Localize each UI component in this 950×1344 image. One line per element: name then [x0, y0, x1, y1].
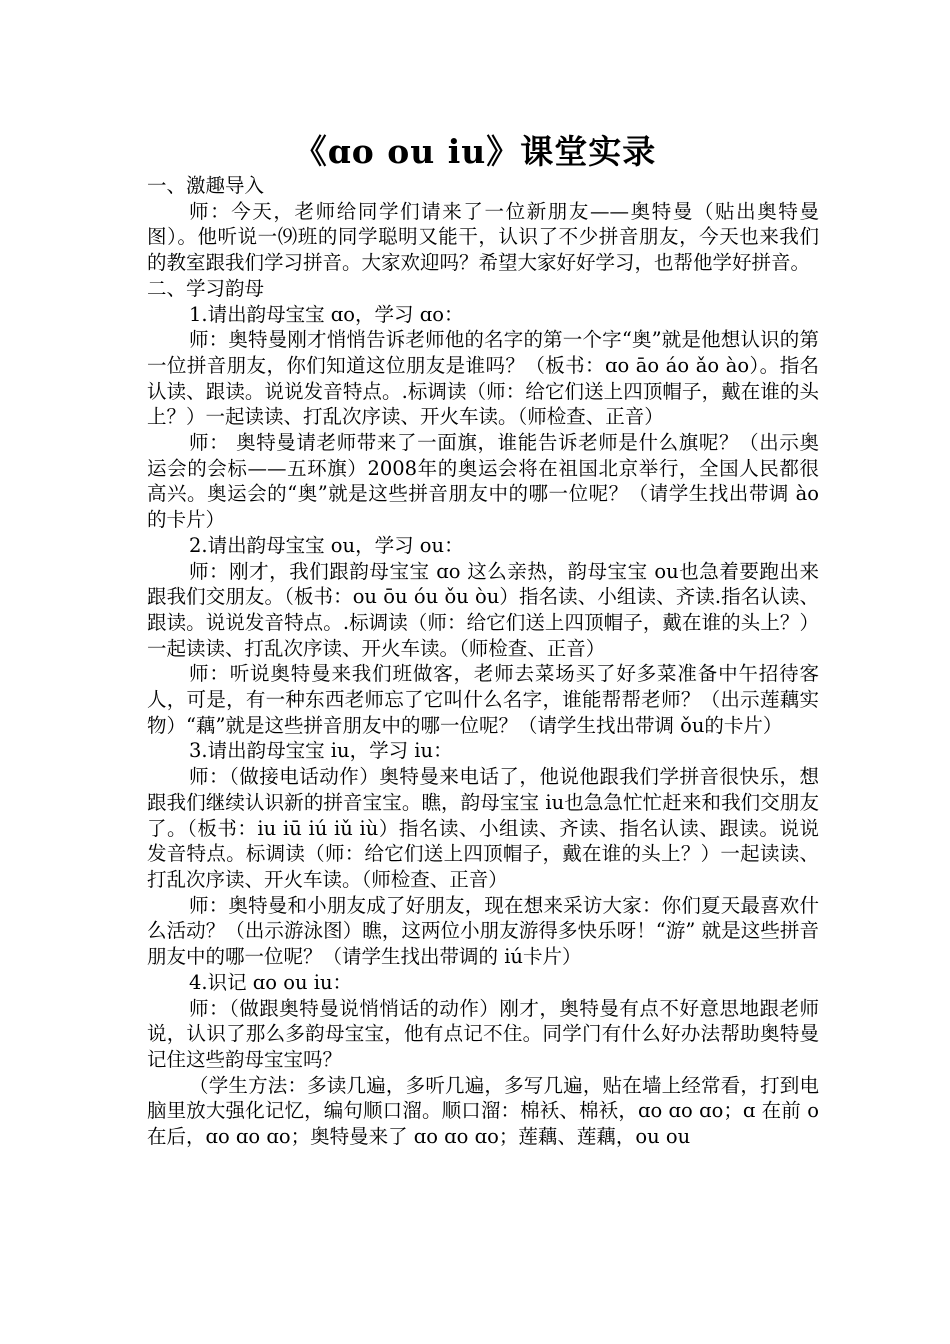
paragraph: 师：奥特曼和小朋友成了好朋友，现在想来采访大家：你们夏天最喜欢什么活动？（出示游泳图）瞧，这两位小朋友游得多快乐呀！“游” 就是这些拼音朋友中的哪一位呢？（请学生找出带调的 iú卡片）	[147, 893, 819, 969]
section-heading: 一、激趣导入	[147, 174, 265, 197]
paragraph: 师：（做接电话动作）奥特曼来电话了，他说他跟我们学拼音很快乐，想跟我们继续认识新的拼音宝宝。瞧，韵母宝宝 iu也急急忙忙赶来和我们交朋友了。（板书：iu iū iú iǔ iù）指名读、小组读、齐读、指名认读、跟读。说说发音特点。标调读（师：给它们送上四顶帽子，戴在谁的头上？）一起读读、打乱次序读、开火车读。（师检查、正音）	[147, 765, 819, 891]
paragraph: 师：（做跟奥特曼说悄悄话的动作）刚才，奥特曼有点不好意思地跟老师说，认识了那么多韵母宝宝，他有点记不住。同学门有什么好办法帮助奥特曼记住这些韵母宝宝吗？	[147, 996, 819, 1071]
paragraph: （学生方法：多读几遍，多听几遍，多写几遍，贴在墙上经常看，打到电脑里放大强化记忆，编句顺口溜。顺口溜：棉袄、棉袄，ɑo ɑo ɑo；ɑ 在前 o 在后，ɑo ɑo ɑo；奥特曼来了 ɑo ɑo ɑo；莲藕、莲藕，ou ou	[147, 1073, 819, 1149]
subsection-heading: 1.请出韵母宝宝 ɑo，学习 ɑo：	[189, 302, 464, 326]
document-body	[147, 173, 819, 1150]
subsection-heading: 4.识记 ɑo ou iu：	[189, 970, 353, 994]
section-heading: 二、学习韵母	[147, 276, 265, 300]
subsection-heading: 3.请出韵母宝宝 iu，学习 iu：	[189, 739, 453, 763]
paragraph: 师：刚才，我们跟韵母宝宝 ɑo 这么亲热，韵母宝宝 ou也急着要跑出来跟我们交朋友。（板书：ou ōu óu ǒu òu）指名读、小组读、齐读.指名认读、跟读。说说发音特点。.标调读（师：给它们送上四顶帽子，戴在谁的头上？）一起读读、打乱次序读、开火车读。（师检查、正音）	[147, 559, 819, 660]
paragraph: 师： 奥特曼请老师带来了一面旗，谁能告诉老师是什么旗呢？（出示奥运会的会标——五环旗）2008年的奥运会将在祖国北京举行，全国人民都很高兴。奥运会的“奥”就是这些拼音朋友中的哪一位呢？（请学生找出带调 ào的卡片）	[147, 431, 819, 532]
page-title: 《ɑo ou iu》课堂实录	[293, 132, 657, 171]
paragraph: 师：奥特曼刚才悄悄告诉老师他的名字的第一个字“奥”就是他想认识的第一位拼音朋友，你们知道这位朋友是谁吗？（板书：ɑo āo áo ǎo ào）。指名认读、跟读。说说发音特点。.标调读（师：给它们送上四顶帽子，戴在谁的头上？）一起读读、打乱次序读、开火车读。（师检查、正音）	[147, 328, 819, 429]
paragraph: 师：听说奥特曼来我们班做客，老师去菜场买了好多菜准备中午招待客人，可是，有一种东西老师忘了它叫什么名字，谁能帮帮老师？（出示莲藕实物）“藕”就是这些拼音朋友中的哪一位呢？（请学生找出带调 ǒu的卡片）	[147, 662, 819, 737]
subsection-heading: 2.请出韵母宝宝 ou，学习 ou：	[189, 533, 464, 557]
paragraph: 师：今天，老师给同学们请来了一位新朋友——奥特曼（贴出奥特曼图）。他听说一⑼班的同学聪明又能干，认识了不少拼音朋友，今天也来我们的教室跟我们学习拼音。大家欢迎吗？希望大家好好学习，也帮他学好拼音。	[147, 199, 819, 275]
